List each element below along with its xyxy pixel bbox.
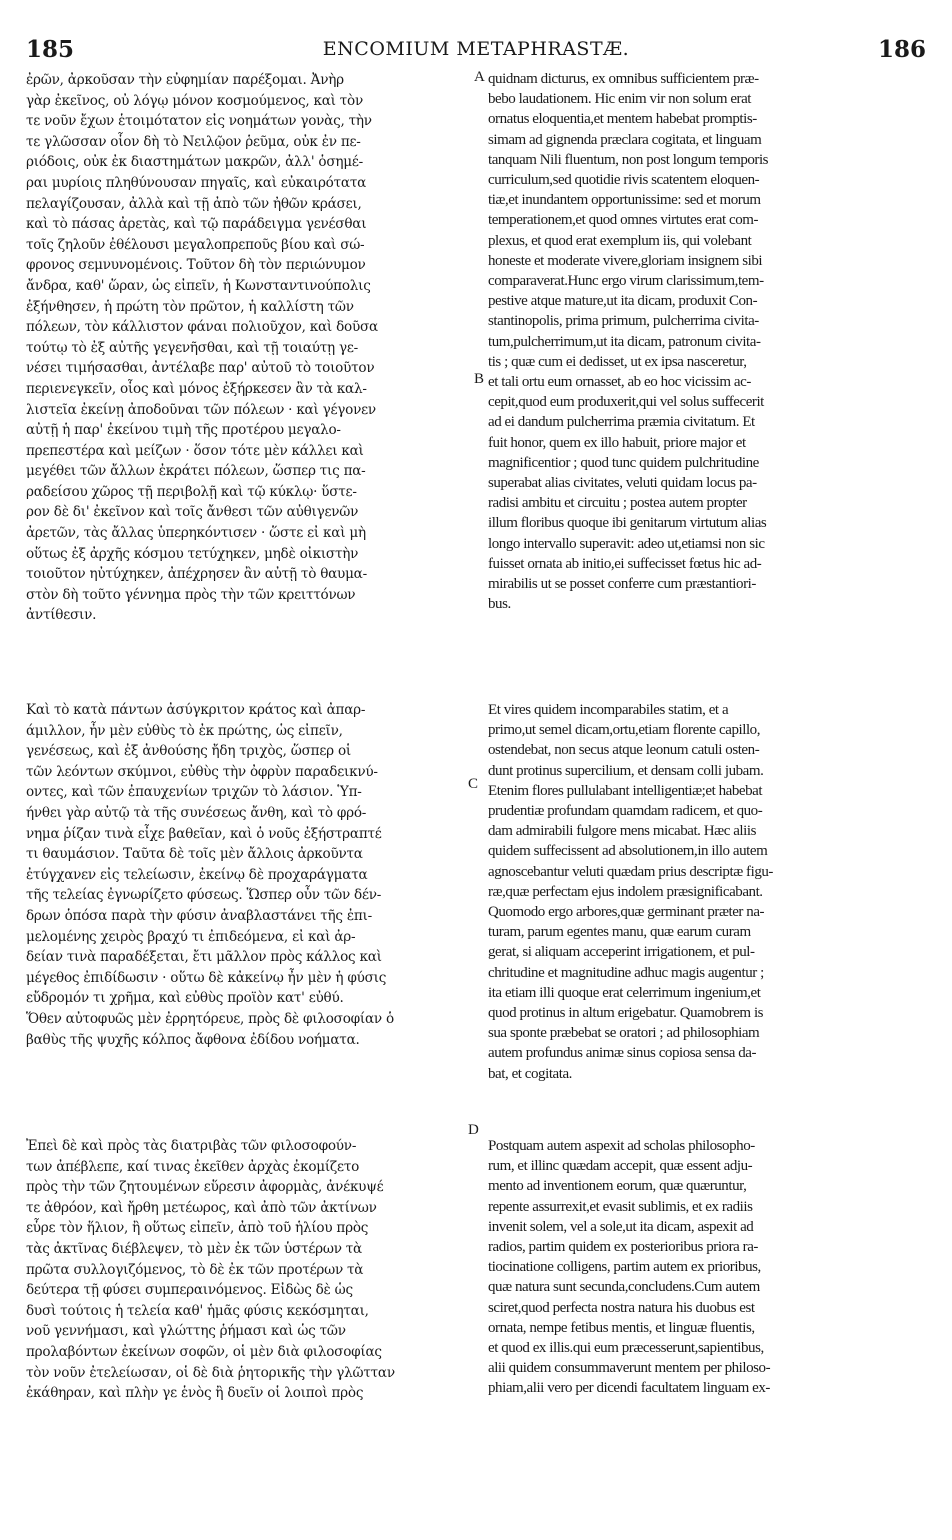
text-line: Καὶ τὸ κατὰ πάντων ἀσύγκριτον κράτος καὶ ἀπαρ-	[26, 702, 366, 718]
text-line: πόλεων, τὸν κάλλιστον φάναι πολιοῦχον, καὶ δοῦσα	[26, 319, 378, 336]
text-line: turam, parum egentes manu, quæ earum curam	[488, 924, 751, 941]
text-line: tiocinatione colligens, partim autem ex prioribus,	[488, 1259, 761, 1276]
text-line: bat, et cogitata.	[488, 1065, 572, 1082]
text-line: comparaverat.Hunc ergo virum clarissimum,tem-	[488, 273, 764, 290]
greek-column	[26, 70, 458, 626]
text-line: δείαν τινὰ παραδέξεται, ἔτι μᾶλλον πρὸς κάλλος καὶ	[26, 949, 382, 966]
text-line: τὸν νοῦν ἐτελείωσαν, οἱ δὲ διὰ ῥητορικῆς τὴν γλῶτταν	[26, 1364, 395, 1381]
text-line: Ὅθεν αὐτοφυῶς μὲν ἐρρητόρευε, πρὸς δὲ φιλοσοφίαν ὁ	[26, 1010, 394, 1027]
text-line: ἐκάθηραν, καὶ πλὴν γε ἑνὸς ἢ δυεῖν οἱ λοιποὶ πρὸς	[26, 1385, 364, 1402]
text-line: ραδείσου χῶρος τῇ περιβολῇ καὶ τῷ κύκλῳ· ὕστε-	[26, 483, 357, 500]
latin-column	[488, 69, 920, 614]
text-line: stantinopolis, prima primum, pulcherrima civita-	[488, 313, 759, 330]
text-line: bus.	[488, 596, 511, 613]
text-line: honeste et moderate vivere,gloriam insignem sibi	[488, 252, 763, 269]
latin-paragraph-1	[488, 69, 920, 614]
section-marker-b: B	[474, 371, 485, 387]
text-line: τι θαυμάσιον. Ταῦτα δὲ τοῖς μὲν ἄλλοις ἀρκοῦντα	[26, 846, 363, 863]
text-line: μέγεθος ἐπιδίδωσιν · οὕτω δὲ κἀκείνῳ ἦν μὲν ἡ φύσις	[26, 969, 387, 986]
text-line: dunt protinus supercilium, et densam colli jubam.	[488, 762, 764, 779]
text-line: magnificentior ; quod tunc quidem pulchritudine	[488, 454, 759, 471]
text-line: repente assurrexit,et evasit sublimis, et ex radiis	[488, 1198, 753, 1215]
text-line: οὕτως ἐξ ἀρχῆς κόσμου τετύχηκεν, μηδὲ οἰκιστὴν	[26, 545, 359, 562]
text-line: ἐρῶν, ἀρκοῦσαν τὴν εὐφημίαν παρέξομαι. Ἀνὴρ	[26, 72, 344, 88]
section-marker-a: A	[474, 69, 485, 85]
text-line: et tali ortu eum ornasset, ab eo hoc vicissim ac-	[488, 374, 751, 391]
text-line: pestive atque mature,ut ita dicam, produxit Con-	[488, 293, 758, 310]
text-line: fuit honor, quem ex illo habuit, priore major et	[488, 434, 746, 451]
text-line: βαθὺς τῆς ψυχῆς κόλπος ἄφθονα ἐδίδου νοήματα.	[26, 1031, 360, 1048]
text-line: simam ad gignenda præclara cogitata, et linguam	[488, 131, 762, 148]
text-line: quæ natura sunt secunda,concludens.Cum autem	[488, 1279, 760, 1296]
text-line: radios, partim quidem ex posterioribus priora ra-	[488, 1239, 758, 1256]
text-line: άμιλλον, ἦν μὲν εὐθὺς τὸ ἐκ πρώτης, ὡς εἰπεῖν,	[26, 722, 343, 739]
text-line: εὗρε τὸν ἥλιον, ἢ οὕτως εἰπεῖν, ἀπὸ τοῦ ἡλίου πρὸς	[26, 1220, 369, 1237]
greek-column-para-3	[26, 1136, 458, 1404]
text-line: ἄνδρα, καθ' ὥραν, ὡς εἰπεῖν, ἡ Κωνσταντινούπολις	[26, 277, 371, 294]
text-line: αὐτῇ ἡ παρ' ἐκείνου τιμὴ τῆς προτέρου μεγαλο-	[26, 422, 341, 439]
text-line: τε ἀθρόον, καὶ ἤρθη μετέωρος, καὶ ἀπὸ τῶν ἀκτίνων	[26, 1199, 377, 1216]
text-line: περιενεγκεῖν, οἷος καὶ μόνος ἐξήρκεσεν ἂν τὰ καλ-	[26, 380, 367, 397]
text-line: ræ,quæ perfectam ejus indolem præsignificabant.	[488, 883, 763, 900]
text-line: τε νοῦν ἔχων ἑτοιμότατον εἰς νοημάτων γονὰς, τὴν	[26, 113, 372, 130]
text-line: quod protinus in altum erigebatur. Quamobrem is	[488, 1005, 764, 1022]
section-marker-d: D	[468, 1122, 479, 1138]
text-line: ἐτύγχανεν εἰς τελείωσιν, ἐκείνῳ δὲ προχαράγματα	[26, 866, 368, 883]
text-line: fuisset ornata ab initio,ei suffecisset fœtus hic ad-	[488, 555, 762, 572]
text-line: invenit solem, vel a sole,ut ita dicam, aspexit ad	[488, 1218, 754, 1235]
text-line: τὰς ἀκτῖνας διέβλεψεν, τὸ μὲν ἐκ τῶν ὑστέρων τὰ	[26, 1240, 362, 1257]
text-line: dam admirabili fulgore mens micabat. Hæc aliis	[488, 823, 756, 840]
page-header	[26, 36, 926, 68]
text-line: εὔδρομόν τι χρῆμα, καὶ εὐθὺς προϊὸν κατ' εὐθύ.	[26, 990, 344, 1007]
text-line: τῶν λεόντων σκύμνοι, εὐθὺς τὴν ὀφρὺν παραδεικνύ-	[26, 763, 378, 780]
text-line: ἐξήνθησεν, ἡ πρώτη τὸν πρῶτον, ἡ καλλίστη τῶν	[26, 298, 354, 315]
text-line: τε γλῶσσαν οἷον δὴ τὸ Νειλῷον ῥεῦμα, οὐκ ἐν πε-	[26, 133, 361, 150]
text-line: quidnam dicturus, ex omnibus sufficientem præ-	[488, 71, 759, 87]
latin-column-para-3	[488, 1136, 920, 1399]
text-line: νέσει τιμήσασθαι, ἀντέλαβε παρ' αὐτοῦ τὸ τοιοῦτον	[26, 360, 375, 377]
text-line: πελαγίζουσαν, ἀλλὰ καὶ τῇ ἀπὸ τῶν ἠθῶν κράσει,	[26, 195, 362, 212]
text-line: τούτῳ τὸ ἐξ αὐτῆς γεγενῆσθαι, καὶ τῇ τοιαύτῃ γε-	[26, 339, 358, 356]
latin-paragraph-2	[488, 700, 920, 1084]
text-line: superabat alias civitates, veluti quidam locus pa-	[488, 475, 757, 492]
latin-column-para-2	[488, 700, 920, 1084]
text-line: alii quidem consummaverunt mentem per philoso-	[488, 1360, 771, 1377]
text-line: γὰρ ἐκεῖνος, οὐ λόγῳ μόνον κοσμούμενος, καὶ τὸν	[26, 92, 364, 109]
text-line: ornata, nempe fetibus mentis, et linguæ fluentis,	[488, 1319, 755, 1336]
greek-paragraph-3	[26, 1136, 458, 1404]
text-line: Quomodo ergo arbores,quæ germinant præter na-	[488, 904, 765, 921]
text-line: primo,ut semel dicam,ortu,etiam florente capillo,	[488, 722, 761, 739]
text-line: νοῦ γεννήμασι, καὶ γλώττης ῥήμασι καὶ ὡς τῶν	[26, 1323, 346, 1340]
text-line: προλαβόντων ἐκείνων σοφῶν, οἱ μὲν διὰ φιλοσοφίας	[26, 1343, 382, 1360]
text-line: sciret,quod perfecta nostra natura his duobus est	[488, 1299, 755, 1316]
text-line: mirabilis ut se posset conferre cum præstantiori-	[488, 576, 756, 593]
text-line: ita etiam illi quoque erat celerrimum ingenium,et	[488, 984, 761, 1001]
text-line: Et vires quidem incomparabiles statim, et a	[488, 702, 729, 718]
page-number-right: 186	[877, 36, 926, 63]
text-line: rum, et illinc quædam accepit, quæ essent adju-	[488, 1158, 753, 1175]
greek-paragraph-1	[26, 70, 458, 626]
text-line: temperationem,et quod omnes virtutes erat com-	[488, 212, 759, 229]
text-line: agnoscebantur veluti quædam prius descriptæ figu-	[488, 863, 773, 880]
text-line: prudentiæ profundam quamdam radicem, et quo-	[488, 803, 763, 820]
text-line: ραι μυρίοις πληθύνουσαν πηγαῖς, καὶ εὐκαιρότατα	[26, 174, 367, 191]
text-line: δρων ὁπόσα παρὰ τὴν φύσιν ἀναβλαστάνει τῆς ἐπι-	[26, 907, 372, 924]
text-line: ήνθει γὰρ αὐτῷ τὰ τῆς συνέσεως ἄνθη, καὶ τὸ φρό-	[26, 804, 367, 821]
text-line: νημα ῥίζαν τινὰ εἶχε βαθεῖαν, καὶ ὁ νοῦς ἐξήστραπτέ	[26, 825, 382, 842]
text-line: τοιοῦτον ηὐτύχηκεν, ἀπέχρησεν ἂν αὐτῇ τὸ θαυμα-	[26, 566, 367, 583]
text-line: cepit,quod eum produxerit,qui vel solus suffecerit	[488, 394, 764, 411]
section-marker-c: C	[468, 776, 479, 792]
text-line: chritudine et magnitudine adhuc magis augentur ;	[488, 964, 764, 981]
greek-paragraph-2	[26, 700, 458, 1050]
text-line: ἀρετῶν, τὰς ἄλλας ὑπερηκόντισεν · ὥστε εἰ καὶ μὴ	[26, 525, 366, 542]
text-line: ἀντίθεσιν.	[26, 607, 97, 624]
text-line: στὸν δὴ τοῦτο γέννημα πρὸς τὴν τῶν κρειττόνων	[26, 586, 356, 603]
text-line: tiæ,et inundantem opportunissime: sed et morum	[488, 192, 761, 209]
text-line: οντες, καὶ τῶν ἐπαυχενίων τριχῶν τὸ λάσιον. Ὑπ-	[26, 784, 362, 801]
text-line: πρεπεστέρα καὶ μείζων · ὅσον τότε μὲν κάλλει καὶ	[26, 442, 364, 459]
text-line: τῆς τελείας ἐγνωρίζετο φύσεως. Ὥσπερ οὖν τῶν δέν-	[26, 887, 382, 904]
text-line: radisi ambitu et circuitu ; postea autem propter	[488, 495, 747, 512]
text-line: phiam,alii vero per dicendi facultatem linguam ex-	[488, 1380, 770, 1397]
text-line: plexus, et quod erat exemplum iis, qui volebant	[488, 232, 752, 249]
text-line: longo intervallo superavit: adeo ut,etiamsi non sic	[488, 535, 765, 552]
text-line: τοῖς ζηλοῦν ἐθέλουσι μεγαλοπρεποῦς βίου καὶ σώ-	[26, 236, 365, 253]
text-line: tis ; quæ cum ei dedisset, ut ex ipsa nasceretur,	[488, 353, 747, 370]
text-line: των ἀπέβλεπε, καί τινας ἐκεῖθεν ἀρχὰς ἐκομίζετο	[26, 1158, 360, 1175]
running-title: ENCOMIUM METAPHRASTÆ.	[322, 38, 630, 60]
text-line: sua sponte præbebat se oratori ; ad philosophiam	[488, 1025, 760, 1042]
text-line: et quod ex illis.qui eum præcesserunt,sapientibus,	[488, 1340, 764, 1357]
text-line: Postquam autem aspexit ad scholas philosopho-	[488, 1138, 755, 1154]
text-line: tum,pulcherrimum,ut ita dicam, patronum civita-	[488, 333, 761, 350]
text-line: μεγέθει τῶν ἄλλων ἐκράτει πόλεων, ὥσπερ τις πα-	[26, 463, 366, 480]
text-line: ριόδοις, οὐκ ἐκ διαστημάτων μακρῶν, ἀλλ' ὁσημέ-	[26, 154, 363, 171]
text-line: Etenim flores pullulabant intelligentiæ;et habebat	[488, 782, 763, 799]
text-line: Ἐπεὶ δὲ καὶ πρὸς τὰς διατριβὰς τῶν φιλοσοφούν-	[26, 1138, 357, 1154]
text-line: δεύτερα τῇ φύσει συμπεραινόμενος. Εἰδὼς δὲ ὡς	[26, 1282, 353, 1299]
text-line: λιστεῖα ἐκείνῃ ἀποδοῦναι τῶν πόλεων · καὶ γέγονεν	[26, 401, 376, 418]
text-line: illum floribus quoque ibi genitarum virtutum alias	[488, 515, 767, 532]
text-line: gerat, si aliquam acceperint irrigationem, et pul-	[488, 944, 755, 961]
text-line: πρὸς τὴν τῶν ζητουμένων εὕρεσιν ἀφορμὰς, ἀνέκυψέ	[26, 1179, 384, 1196]
text-line: autem profundus animæ sinus copiosa sensa da-	[488, 1045, 757, 1062]
text-line: φρονος σεμνυνομένοις. Τοῦτον δὴ τὸν περιώνυμον	[26, 257, 366, 274]
latin-paragraph-3	[488, 1136, 920, 1399]
text-line: ρον δὲ δι' ἐκεῖνον καὶ τοῖς ἄνθεσι τῶν αὐθιγενῶν	[26, 504, 359, 521]
text-line: μελομένης χειρὸς βραχύ τι ἐπιδεόμενα, εἰ καὶ ἀρ-	[26, 928, 356, 945]
text-line: ad ei dandum pulcherrima præmia civitatum. Et	[488, 414, 755, 431]
text-line: γενέσεως, καὶ ἐξ ἀνθούσης ἤδη τριχὸς, ὥσπερ οἱ	[26, 743, 351, 760]
page-number-left: 185	[26, 36, 75, 63]
text-line: quidem suffecissent ad absolutionem,in illo autem	[488, 843, 768, 860]
text-line: δυσὶ τούτοις ἡ τελεία καθ' ἡμᾶς φύσις κεκόσμηται,	[26, 1302, 369, 1319]
text-line: mento ad inventionem eorum, quæ quæruntur,	[488, 1178, 747, 1195]
text-line: ornatus eloquentia,et mentem habebat promptis-	[488, 111, 757, 128]
text-line: ostendebat, non secus atque leonum catuli osten-	[488, 742, 760, 759]
greek-column-para-2	[26, 700, 458, 1050]
text-line: πρῶτα συλλογιζόμενος, τὸ δὲ ἐκ τῶν προτέρων τὰ	[26, 1261, 364, 1278]
text-line: καὶ τὸ πάσας ἀρετὰς, καὶ τῷ παράδειγμα γενέσθαι	[26, 216, 367, 233]
text-line: tanquam Nili fluentum, non post longum temporis	[488, 151, 769, 168]
text-line: curriculum,sed quotidie rivis scatentem eloquen-	[488, 172, 760, 189]
text-line: bebo laudationem. Hic enim vir non solum erat	[488, 91, 752, 108]
